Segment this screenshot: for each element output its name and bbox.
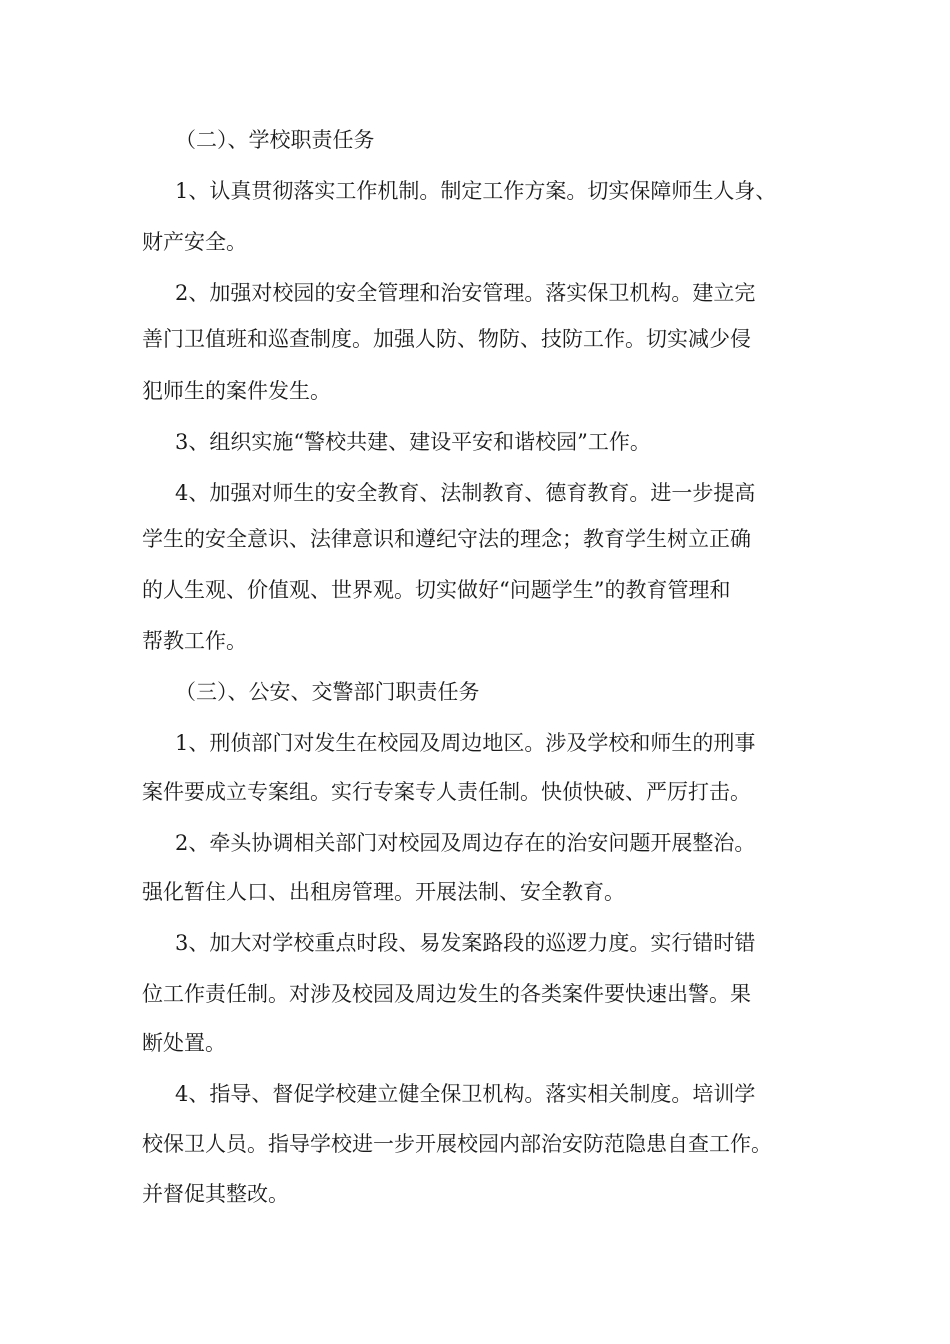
paragraph-line: 学生的安全意识、法律意识和遵纪守法的理念；教育学生树立正确: [142, 527, 751, 551]
section-heading-2: （二）、学校职责任务: [175, 128, 375, 152]
paragraph-line: 并督促其整改。: [142, 1182, 289, 1206]
paragraph-line: 的人生观、价值观、世界观。切实做好“问题学生”的教育管理和: [142, 578, 731, 602]
section-heading-3: （三）、公安、交警部门职责任务: [175, 680, 480, 704]
paragraph-line: 财产安全。: [142, 230, 247, 254]
paragraph-line: 1、刑侦部门对发生在校园及周边地区。涉及学校和师生的刑事: [175, 731, 756, 755]
paragraph-line: 断处置。: [142, 1031, 226, 1055]
paragraph-line: 帮教工作。: [142, 629, 247, 653]
paragraph-line: 1、认真贯彻落实工作机制。制定工作方案。切实保障师生人身、: [175, 179, 777, 203]
paragraph-line: 3、加大对学校重点时段、易发案路段的巡逻力度。实行错时错: [175, 931, 756, 955]
paragraph-line: 校保卫人员。指导学校进一步开展校园内部治安防范隐患自查工作。: [142, 1132, 772, 1156]
paragraph-line: 案件要成立专案组。实行专案专人责任制。快侦快破、严厉打击。: [142, 780, 751, 804]
paragraph-line: 2、牵头协调相关部门对校园及周边存在的治安问题开展整治。: [175, 831, 756, 855]
paragraph-line: 3、组织实施“警校共建、建设平安和谐校园”工作。: [175, 430, 651, 454]
paragraph-line: 犯师生的案件发生。: [142, 379, 331, 403]
paragraph-line: 4、指导、督促学校建立健全保卫机构。落实相关制度。培训学: [175, 1082, 756, 1106]
paragraph-line: 善门卫值班和巡查制度。加强人防、物防、技防工作。切实减少侵: [142, 327, 751, 351]
paragraph-line: 2、加强对校园的安全管理和治安管理。落实保卫机构。建立完: [175, 281, 756, 305]
paragraph-line: 4、加强对师生的安全教育、法制教育、德育教育。进一步提高: [175, 481, 756, 505]
paragraph-line: 强化暂住人口、出租房管理。开展法制、安全教育。: [142, 880, 625, 904]
paragraph-line: 位工作责任制。对涉及校园及周边发生的各类案件要快速出警。果: [142, 982, 751, 1006]
